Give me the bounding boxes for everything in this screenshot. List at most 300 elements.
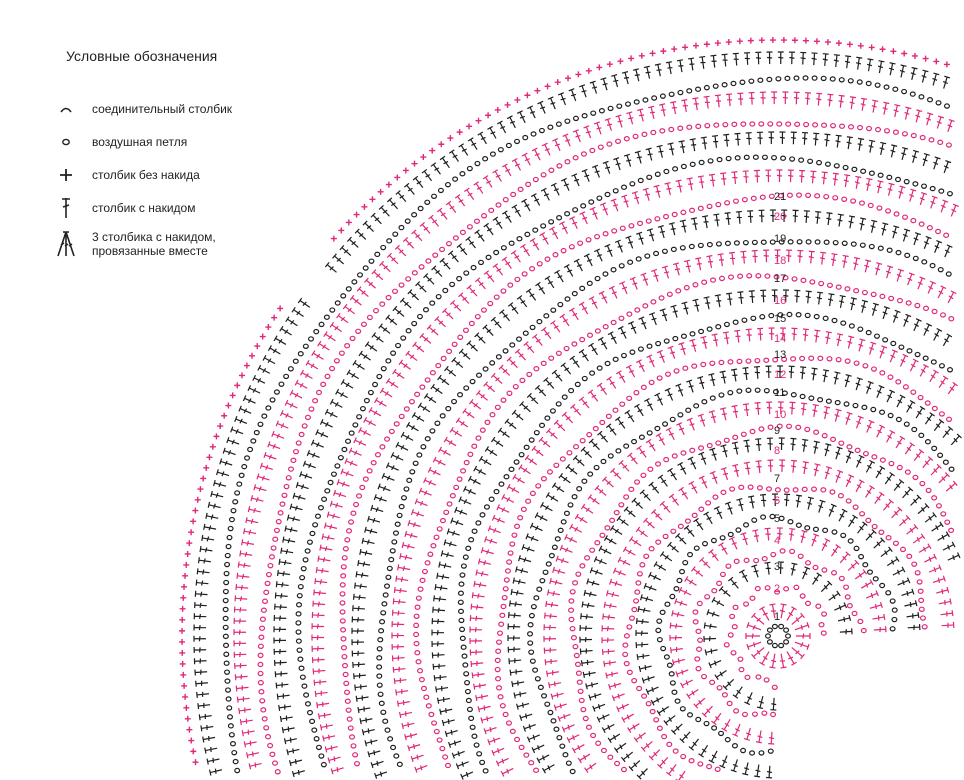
chain-stitch xyxy=(431,544,436,548)
chain-stitch xyxy=(495,667,500,671)
double-crochet-stitch xyxy=(404,183,414,194)
double-crochet-stitch xyxy=(698,176,704,188)
double-crochet-stitch xyxy=(709,174,715,186)
single-crochet-stitch xyxy=(485,112,491,118)
double-crochet-stitch xyxy=(199,557,211,563)
chain-stitch xyxy=(545,257,550,261)
chain-stitch xyxy=(821,76,826,80)
double-crochet-stitch xyxy=(545,613,557,619)
chain-stitch xyxy=(414,623,419,627)
double-crochet-stitch xyxy=(651,269,658,281)
chain-stitch xyxy=(817,161,822,165)
double-crochet-stitch xyxy=(655,64,662,76)
chain-stitch xyxy=(762,557,767,561)
chain-stitch xyxy=(410,400,415,404)
chain-stitch xyxy=(480,760,485,764)
chain-stitch xyxy=(462,654,467,658)
chain-stitch xyxy=(353,753,358,757)
chain-stitch xyxy=(737,359,742,363)
chain-stitch xyxy=(619,264,624,268)
double-crochet-stitch xyxy=(946,481,957,491)
chain-stitch xyxy=(502,596,507,600)
double-crochet-stitch xyxy=(408,744,420,751)
chain-stitch xyxy=(399,226,404,230)
double-crochet-stitch xyxy=(684,260,691,272)
chain-stitch xyxy=(431,371,436,375)
chain-stitch xyxy=(446,183,451,187)
double-crochet-stitch xyxy=(941,610,953,616)
chain-stitch xyxy=(453,177,458,181)
double-crochet-stitch xyxy=(268,345,280,354)
double-crochet-stitch xyxy=(551,693,563,700)
double-crochet-stitch xyxy=(673,263,680,275)
chain-stitch xyxy=(894,541,899,545)
single-crochet-stitch xyxy=(737,38,743,44)
chain-stitch xyxy=(223,589,228,593)
chain-stitch xyxy=(689,759,694,763)
single-crochet-stitch xyxy=(825,39,831,45)
double-crochet-stitch xyxy=(634,404,643,416)
chain-stitch xyxy=(663,422,668,426)
chain-stitch xyxy=(687,89,692,93)
chain-stitch xyxy=(814,527,819,531)
double-crochet-stitch xyxy=(723,134,729,146)
chain-stitch xyxy=(379,701,384,705)
chain-stitch xyxy=(728,633,733,637)
double-crochet-stitch xyxy=(508,623,520,629)
chain-stitch xyxy=(779,624,784,628)
double-crochet-stitch xyxy=(925,512,936,522)
double-crochet-stitch xyxy=(314,680,326,686)
double-crochet-stitch xyxy=(569,217,577,229)
chain-stitch xyxy=(892,608,897,612)
double-crochet-stitch xyxy=(881,547,892,557)
chain-stitch xyxy=(762,711,767,715)
double-crochet-stitch xyxy=(831,545,840,557)
chain-stitch xyxy=(577,671,582,675)
chain-stitch xyxy=(541,361,546,365)
double-crochet-stitch xyxy=(747,622,761,630)
double-crochet-stitch xyxy=(562,412,572,423)
double-crochet-stitch xyxy=(754,170,760,182)
row-number: 8 xyxy=(774,445,781,457)
chain-stitch xyxy=(699,329,704,333)
double-crochet-stitch xyxy=(846,475,854,487)
chain-stitch xyxy=(812,76,817,80)
chain-stitch xyxy=(913,256,918,260)
chain-stitch xyxy=(273,537,278,541)
chain-stitch xyxy=(910,92,915,96)
chain-stitch xyxy=(515,524,520,528)
double-crochet-stitch xyxy=(220,459,232,466)
chain-stitch xyxy=(872,367,877,371)
chain-stitch xyxy=(458,335,463,339)
double-crochet-stitch xyxy=(581,660,593,666)
double-crochet-stitch xyxy=(516,566,528,573)
chain-stitch xyxy=(949,467,954,471)
chain-stitch xyxy=(922,625,927,629)
chain-stitch xyxy=(524,445,529,449)
double-crochet-stitch xyxy=(713,214,719,226)
double-crochet-stitch xyxy=(755,403,761,415)
chain-stitch xyxy=(527,372,532,376)
double-crochet-stitch xyxy=(525,455,537,464)
single-crochet-stitch xyxy=(759,37,765,43)
double-crochet-stitch xyxy=(839,509,847,521)
chain-stitch xyxy=(672,454,677,458)
chain-stitch xyxy=(696,629,701,633)
double-crochet-stitch xyxy=(909,189,916,201)
double-crochet-stitch xyxy=(926,113,933,125)
chain-stitch xyxy=(350,336,355,340)
double-crochet-stitch xyxy=(372,333,383,343)
double-crochet-stitch xyxy=(883,499,893,510)
chain-stitch xyxy=(787,312,792,316)
double-crochet-stitch xyxy=(263,355,275,363)
double-crochet-stitch xyxy=(668,143,675,155)
double-crochet-stitch xyxy=(616,371,625,383)
chain-stitch xyxy=(580,439,585,443)
double-crochet-stitch xyxy=(602,724,614,732)
double-crochet-stitch xyxy=(749,291,755,303)
double-crochet-stitch xyxy=(612,694,624,701)
double-crochet-stitch xyxy=(931,464,941,475)
double-crochet-stitch xyxy=(641,273,648,285)
chain-stitch xyxy=(396,343,401,347)
chain-stitch xyxy=(920,481,925,485)
chain-stitch xyxy=(245,456,250,460)
double-crochet-stitch xyxy=(204,524,216,530)
double-crochet-stitch xyxy=(199,714,211,720)
chain-stitch xyxy=(600,533,605,537)
chain-stitch xyxy=(573,645,578,649)
double-crochet-stitch xyxy=(936,587,948,594)
double-crochet-stitch xyxy=(715,295,721,307)
double-crochet-stitch xyxy=(234,607,246,613)
double-crochet-stitch xyxy=(515,349,525,360)
chain-stitch xyxy=(602,748,607,752)
chain-stitch xyxy=(572,291,577,295)
double-crochet-stitch xyxy=(195,670,207,676)
chain-stitch xyxy=(614,511,619,515)
chain-stitch xyxy=(580,337,585,341)
chain-stitch xyxy=(565,511,570,515)
double-crochet-stitch xyxy=(669,223,676,235)
chain-stitch xyxy=(603,272,608,276)
chain-stitch xyxy=(806,561,811,565)
double-crochet-stitch xyxy=(646,439,655,451)
double-crochet-stitch xyxy=(900,354,908,366)
chain-stitch xyxy=(450,282,455,286)
chain-stitch xyxy=(582,152,587,156)
chain-stitch xyxy=(596,741,601,745)
chain-stitch xyxy=(399,283,404,287)
chain-stitch xyxy=(489,208,494,212)
double-crochet-stitch xyxy=(570,356,580,367)
chain-stitch xyxy=(518,187,523,191)
double-crochet-stitch xyxy=(491,317,501,328)
chain-stitch xyxy=(793,488,798,492)
double-crochet-stitch xyxy=(512,159,520,171)
double-crochet-stitch xyxy=(520,402,531,412)
double-crochet-stitch xyxy=(651,697,663,705)
chain-stitch xyxy=(780,549,785,553)
chain-stitch xyxy=(389,429,394,433)
chain-stitch xyxy=(459,618,464,622)
single-crochet-stitch xyxy=(457,129,463,135)
double-crochet-stitch xyxy=(805,93,811,105)
chain-stitch xyxy=(270,398,275,402)
chain-stitch xyxy=(896,251,901,255)
chain-stitch xyxy=(857,80,862,84)
chain-stitch xyxy=(232,751,237,755)
double-crochet-stitch xyxy=(789,529,795,541)
double-crochet-stitch xyxy=(712,597,724,605)
chain-stitch xyxy=(863,364,868,368)
double-crochet-stitch xyxy=(878,61,884,73)
chain-stitch xyxy=(800,356,805,360)
double-crochet-stitch xyxy=(540,233,549,245)
chain-stitch xyxy=(354,502,359,506)
chain-stitch xyxy=(765,274,770,278)
double-crochet-stitch xyxy=(687,418,694,430)
single-crochet-stitch xyxy=(524,92,530,98)
chain-stitch xyxy=(694,404,699,408)
double-crochet-stitch xyxy=(476,570,488,576)
chain-stitch xyxy=(258,422,263,426)
chain-stitch xyxy=(577,680,582,684)
double-crochet-stitch xyxy=(823,54,829,66)
double-crochet-stitch xyxy=(594,122,601,134)
chain-stitch xyxy=(425,378,430,382)
chain-stitch xyxy=(664,339,669,343)
chain-stitch xyxy=(429,712,434,716)
chain-stitch xyxy=(391,745,396,749)
chain-stitch xyxy=(822,612,827,616)
double-crochet-stitch xyxy=(470,615,482,621)
double-crochet-stitch xyxy=(582,602,594,608)
double-crochet-stitch xyxy=(493,264,503,275)
chain-stitch xyxy=(768,749,773,753)
chain-stitch xyxy=(404,407,409,411)
double-crochet-stitch xyxy=(733,53,739,65)
double-crochet-stitch xyxy=(853,258,859,270)
chain-stitch xyxy=(335,464,340,468)
chain-stitch xyxy=(485,420,490,424)
chain-stitch xyxy=(309,407,314,411)
chain-stitch xyxy=(725,322,730,326)
chain-stitch xyxy=(930,263,935,267)
double-crochet-stitch xyxy=(474,182,483,194)
double-crochet-stitch xyxy=(617,704,629,712)
double-crochet-stitch xyxy=(248,385,260,393)
chain-stitch xyxy=(258,671,263,675)
double-crochet-stitch xyxy=(813,441,819,453)
chain-stitch xyxy=(903,215,908,219)
chain-stitch xyxy=(235,768,240,772)
chain-stitch xyxy=(651,130,656,134)
chain-stitch xyxy=(892,617,897,621)
chain-stitch xyxy=(412,321,417,325)
double-crochet-stitch xyxy=(934,419,944,430)
double-crochet-stitch xyxy=(501,768,513,776)
chain-stitch xyxy=(744,523,749,527)
chain-stitch xyxy=(430,429,435,433)
double-crochet-stitch xyxy=(354,438,366,446)
double-crochet-stitch xyxy=(634,733,645,743)
single-crochet-stitch xyxy=(193,759,199,765)
chain-stitch xyxy=(355,762,360,766)
chain-stitch xyxy=(223,598,228,602)
double-crochet-stitch xyxy=(729,537,737,549)
double-crochet-stitch xyxy=(834,372,841,384)
double-crochet-stitch xyxy=(355,583,367,589)
double-crochet-stitch xyxy=(641,594,653,601)
double-crochet-stitch xyxy=(942,622,954,628)
double-crochet-stitch xyxy=(826,213,832,225)
chain-stitch xyxy=(821,488,826,492)
chain-stitch xyxy=(510,542,515,546)
chain-stitch xyxy=(258,662,263,666)
chain-stitch xyxy=(344,681,349,685)
chain-stitch xyxy=(254,430,259,434)
double-crochet-stitch xyxy=(579,302,588,314)
chain-stitch xyxy=(639,347,644,351)
double-crochet-stitch xyxy=(561,178,569,190)
single-crochet-stitch xyxy=(265,324,271,330)
chain-stitch xyxy=(425,437,430,441)
double-crochet-stitch xyxy=(379,205,389,216)
double-crochet-stitch xyxy=(478,132,487,144)
double-crochet-stitch xyxy=(442,719,454,726)
double-crochet-stitch xyxy=(553,567,565,574)
double-crochet-stitch xyxy=(607,377,616,389)
chain-stitch xyxy=(319,754,324,758)
double-crochet-stitch xyxy=(532,446,543,456)
chain-stitch xyxy=(228,526,233,530)
double-crochet-stitch xyxy=(538,101,546,113)
chain-stitch xyxy=(624,495,629,499)
chain-stitch xyxy=(669,127,674,131)
single-crochet-stitch xyxy=(411,161,417,167)
chain-stitch xyxy=(259,690,264,694)
chain-stitch xyxy=(728,360,733,364)
double-crochet-stitch xyxy=(368,750,380,757)
single-crochet-stitch xyxy=(188,738,194,744)
chain-stitch xyxy=(423,569,428,573)
chain-stitch xyxy=(310,531,315,535)
chain-stitch xyxy=(749,79,754,83)
double-crochet-stitch xyxy=(939,598,951,605)
chain-stitch xyxy=(607,142,612,146)
double-crochet-stitch xyxy=(679,141,686,153)
chain-stitch xyxy=(750,751,755,755)
double-crochet-stitch xyxy=(235,416,247,423)
double-crochet-stitch xyxy=(438,697,450,704)
double-crochet-stitch xyxy=(657,757,667,768)
double-crochet-stitch xyxy=(359,351,371,360)
chain-stitch xyxy=(688,553,693,557)
double-crochet-stitch xyxy=(734,330,740,342)
double-crochet-stitch xyxy=(459,293,469,304)
double-crochet-stitch xyxy=(794,92,800,104)
chain-stitch xyxy=(377,647,382,651)
double-crochet-stitch xyxy=(715,95,721,107)
double-crochet-stitch xyxy=(604,602,616,608)
chain-stitch xyxy=(549,356,554,360)
chain-stitch xyxy=(262,414,267,418)
double-crochet-stitch xyxy=(554,270,563,282)
chain-stitch xyxy=(833,196,838,200)
chain-stitch xyxy=(940,412,945,416)
double-crochet-stitch xyxy=(391,452,403,460)
double-crochet-stitch xyxy=(602,625,614,631)
chain-stitch xyxy=(692,364,697,368)
double-crochet-stitch xyxy=(712,136,718,148)
double-crochet-stitch xyxy=(941,200,948,212)
chain-stitch xyxy=(363,266,368,270)
chain-stitch xyxy=(613,408,618,412)
chain-stitch xyxy=(636,257,641,261)
double-crochet-stitch xyxy=(913,534,925,543)
double-crochet-stitch xyxy=(290,504,302,511)
chain-stitch xyxy=(567,451,572,455)
chain-stitch xyxy=(422,686,427,690)
chain-stitch xyxy=(523,136,528,140)
chain-stitch xyxy=(472,529,477,533)
chain-stitch xyxy=(897,465,902,469)
double-crochet-stitch xyxy=(718,254,724,266)
chain-stitch xyxy=(808,159,813,163)
chain-stitch xyxy=(340,619,345,623)
chain-stitch xyxy=(863,563,868,567)
chain-stitch xyxy=(565,212,570,216)
chain-stitch xyxy=(863,290,868,294)
double-crochet-stitch xyxy=(657,145,664,157)
chain-stitch xyxy=(454,485,459,489)
chain-stitch xyxy=(542,477,547,481)
double-crochet-stitch xyxy=(580,625,592,631)
chain-stitch xyxy=(886,209,891,213)
chain-stitch xyxy=(879,530,884,534)
double-crochet-stitch xyxy=(444,540,456,547)
chain-stitch xyxy=(767,487,772,491)
double-crochet-stitch xyxy=(349,448,361,456)
chain-stitch xyxy=(557,736,562,740)
chain-stitch xyxy=(558,302,563,306)
single-crochet-stitch xyxy=(495,107,501,113)
double-crochet-stitch xyxy=(295,380,307,388)
chain-stitch xyxy=(282,493,287,497)
double-crochet-stitch xyxy=(846,412,853,424)
chain-stitch xyxy=(906,301,911,305)
double-crochet-stitch xyxy=(848,336,855,348)
single-crochet-stitch xyxy=(195,497,201,503)
chain-stitch xyxy=(466,546,471,550)
chain-stitch xyxy=(755,586,760,590)
chain-stitch xyxy=(286,476,291,480)
double-crochet-stitch xyxy=(654,562,666,571)
chain-stitch xyxy=(839,576,844,580)
single-crochet-stitch xyxy=(260,334,266,340)
double-crochet-stitch xyxy=(691,218,698,230)
chain-stitch xyxy=(725,201,730,205)
chain-stitch xyxy=(497,686,502,690)
chain-stitch xyxy=(708,159,713,163)
double-crochet-stitch xyxy=(820,252,826,264)
chain-stitch xyxy=(507,391,512,395)
chain-stitch xyxy=(470,379,475,383)
